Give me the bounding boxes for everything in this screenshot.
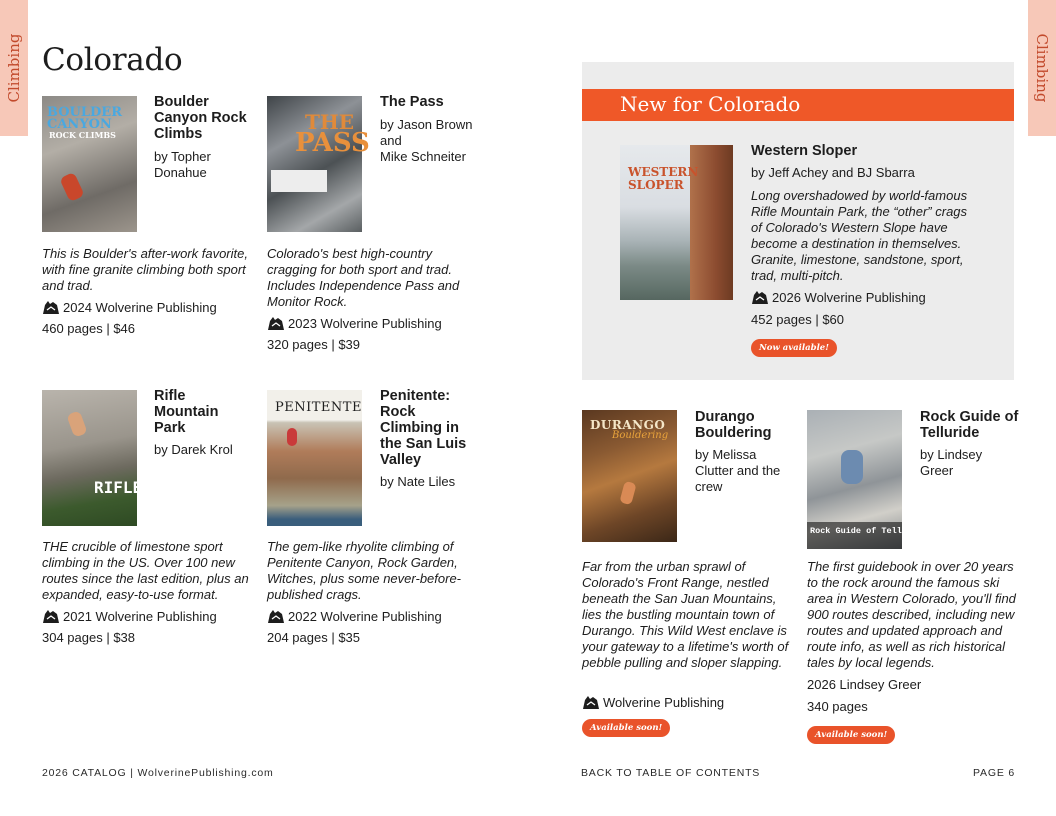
cover-climber-figure [59,172,84,202]
book-author: by Jeff Achey and BJ Sbarra [751,165,915,180]
cover-title: CANYON [47,117,112,132]
book-title[interactable]: The Pass [380,94,444,110]
book-author: Mike Schneiter [380,149,466,164]
book-author: by Nate Liles [380,474,456,489]
book-author: by Darek Krol [154,442,233,457]
wolverine-icon [267,315,285,332]
side-tab-right[interactable] [1028,0,1056,136]
book-publisher [751,289,926,306]
book-publisher [42,299,217,316]
book-cover-the-pass[interactable] [267,96,370,232]
book-description: This is Boulder's after-work favorite, with fine granite climbing both sport and trad. [42,246,248,293]
cover-climber-figure [619,481,636,505]
cover-title: PENITENTE [275,400,362,415]
side-tab-left[interactable] [0,0,28,136]
cover-title: DURANGO [590,418,666,432]
feature-banner [582,89,1014,121]
cover-climber-figure [841,450,863,484]
book-pages-price: 204 pages | $35 [267,630,361,645]
cover-stripe [271,170,327,192]
footer-page-number: PAGE 6 [973,767,1015,779]
cover-title: THE [305,110,355,134]
cover-subtitle: Bouldering [612,430,669,441]
book-title[interactable]: Durango Bouldering [695,409,772,441]
publisher-text: 2022 Wolverine Publishing [288,608,442,624]
cover-title: SLOPER [628,178,684,192]
book-cover-western-sloper[interactable] [620,145,733,300]
book-cover-boulder-canyon[interactable] [42,96,137,232]
footer-catalog-link[interactable]: 2026 CATALOG | WolverinePublishing.com [42,767,274,779]
wolverine-icon [42,608,60,625]
cover-title: BOULDER [47,105,123,120]
cover-climber-figure [287,428,297,446]
availability-badge[interactable]: Now available! [751,339,837,357]
book-cover-penitente[interactable] [267,390,362,526]
book-author: by Lindsey Greer [920,447,983,478]
footer-toc-link[interactable]: BACK TO TABLE OF CONTENTS [581,767,761,779]
book-description: Long overshadowed by world-famous Rifle Mountain Park, the “other” crags of Colorado's Western Slope have become a destination in themselves. Granite, limestone, sandstone, sport, trad, multi-pitch. [751,188,968,283]
wolverine-icon [751,289,769,306]
book-cover-durango-bouldering[interactable] [582,410,677,542]
book-pages-price: 460 pages | $46 [42,321,136,336]
book-description: THE crucible of limestone sport climbing in the US. Over 100 new routes since the last edition, plus an expanded, easy-to-use format. [42,539,249,602]
wolverine-icon [582,694,600,711]
side-tab-label: Climbing [5,33,23,103]
book-author: and [380,133,402,148]
book-title[interactable]: Rifle Mountain Park [154,388,219,436]
publisher-text: 2024 Wolverine Publishing [63,299,217,315]
book-pages-price: 320 pages | $39 [267,337,361,352]
availability-badge[interactable]: Available soon! [807,726,895,744]
book-author: by Topher Donahue [154,149,211,180]
book-pages-price: 340 pages [807,699,868,714]
book-title[interactable]: Western Sloper [751,143,858,159]
cover-climber-figure [66,410,87,437]
book-pages-price: 304 pages | $38 [42,630,136,645]
book-pages-price: 452 pages | $60 [751,312,845,327]
book-cover-rifle[interactable] [42,390,143,526]
page-title: Colorado [42,42,183,78]
book-title[interactable]: Boulder Canyon Rock Climbs [154,94,247,142]
book-publisher: 2026 Lindsey Greer [807,677,922,692]
cover-subtitle: ROCK CLIMBS [49,130,116,140]
cover-title: RIFLE [94,478,143,497]
book-title[interactable]: Rock Guide of Telluride [920,409,1019,441]
cover-title: WESTERN [628,165,699,179]
cover-title: PASS [295,128,370,158]
book-author: by Jason Brown [380,117,473,132]
wolverine-icon [267,608,285,625]
side-tab-label: Climbing [1033,33,1051,103]
feature-banner-title: New for Colorado [620,92,801,116]
book-publisher [267,315,442,332]
wolverine-icon [42,299,60,316]
book-cover-telluride[interactable] [807,410,928,549]
publisher-text: 2023 Wolverine Publishing [288,315,442,331]
book-description: The gem-like rhyolite climbing of Penitente Canyon, Rock Garden, Witches, plus some never-before-published crags. [267,539,462,602]
publisher-text: Wolverine Publishing [603,694,725,710]
publisher-text: 2026 Wolverine Publishing [772,289,926,305]
book-description: Far from the urban sprawl of Colorado's Front Range, nestled beneath the San Juan Mountains, lies the bustling mountain town of Durango. This Wild West enclave is your gateway to a lifetime's worth of pebble pulling and sloper slapping. [582,559,789,670]
book-publisher [267,608,442,625]
book-publisher [42,608,217,625]
publisher-text: 2021 Wolverine Publishing [63,608,217,624]
book-title[interactable]: Penitente: Rock Climbing in the San Luis Valley [380,388,467,468]
book-author: by Melissa Clutter and the crew [695,447,781,494]
cover-title: Rock Guide of Telluride [810,526,928,536]
book-description: Colorado's best high-country cragging for both sport and trad. Includes Independence Pass and Monitor Rock. [267,246,460,309]
book-publisher [582,694,724,711]
availability-badge[interactable]: Available soon! [582,719,670,737]
book-description: The first guidebook in over 20 years to the rock around the famous ski area in Western Colorado, you'll find 900 routes described, including new routes and updated approach and route info, as well as rich historical tales by local legends. [807,559,1016,670]
